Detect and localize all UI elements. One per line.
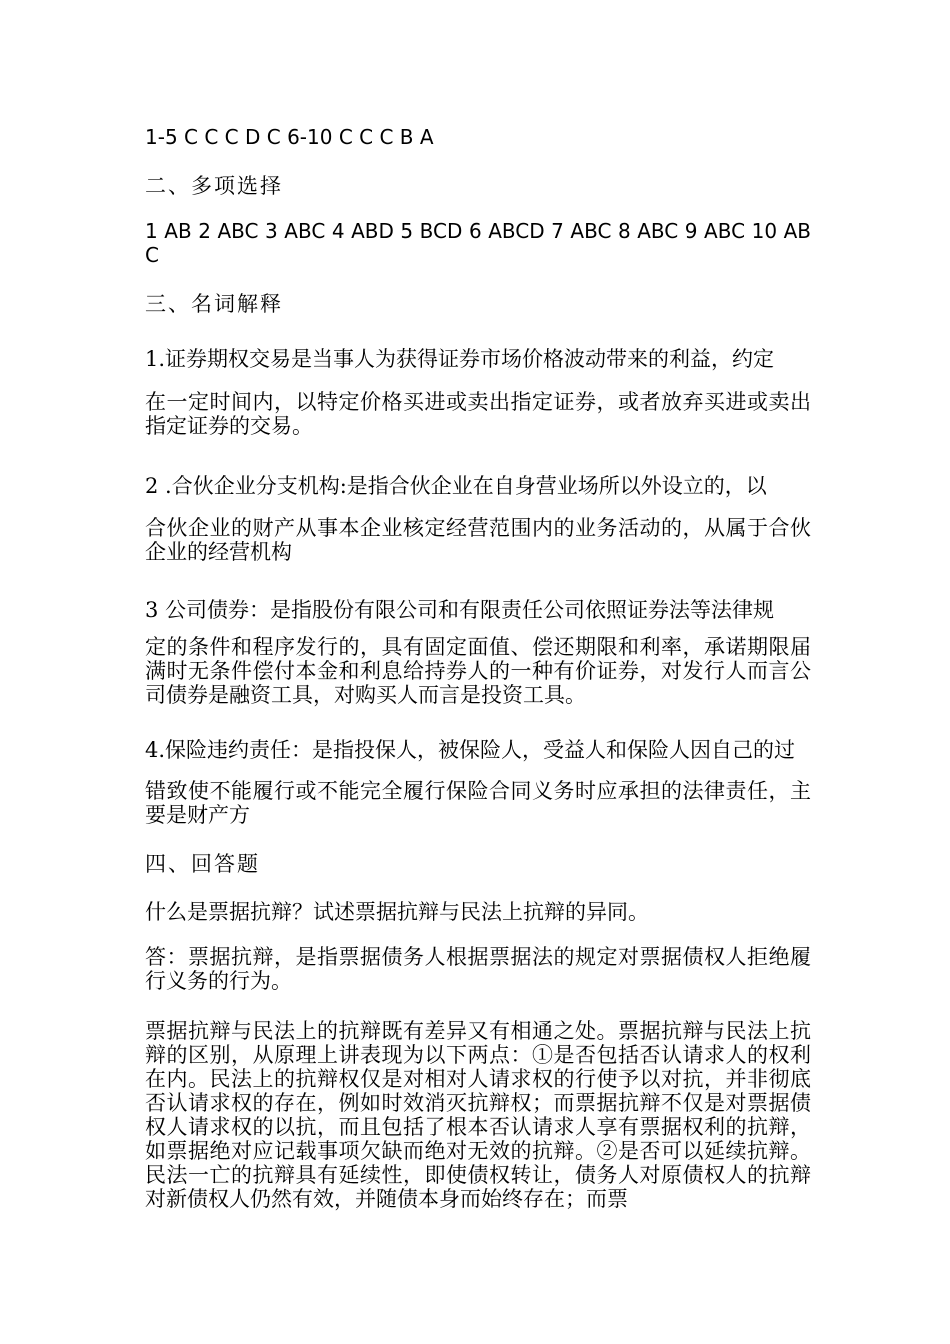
term2-first-line: 2 .合伙企业分支机构:是指合伙企业在自身营业场所以外设立的，以 — [145, 474, 767, 498]
term4-continuation: 错致使不能履行或不能完全履行保险合同义务时应承担的法律责任，主要是财产方 — [145, 779, 811, 827]
answer-paragraph-1: 答：票据抗辩，是指票据债务人根据票据法的规定对票据债权人拒绝履行义务的行为。 — [145, 945, 811, 993]
term1-first-line: 1.证券期权交易是当事人为获得证券市场价格波动带来的利益，约定 — [145, 347, 775, 371]
section-heading-term-definitions: 三、名词解释 — [145, 292, 283, 316]
section-heading-multiple-choice: 二、多项选择 — [145, 174, 283, 198]
term3-first-line: 3 公司债券：是指股份有限公司和有限责任公司依照证券法等法律规 — [145, 598, 775, 622]
multiple-choice-answers: 1 AB 2 ABC 3 ABC 4 ABD 5 BCD 6 ABCD 7 ABC 8 ABC 9 ABC 10 ABC — [145, 219, 811, 267]
question-text: 什么是票据抗辩？试述票据抗辩与民法上抗辩的异同。 — [145, 900, 649, 924]
term2-continuation: 合伙企业的财产从事本企业核定经营范围内的业务活动的，从属于合伙企业的经营机构 — [145, 516, 811, 564]
term4-first-line: 4.保险违约责任：是指投保人，被保险人，受益人和保险人因自己的过 — [145, 738, 796, 762]
single-choice-answers: 1-5 C C C D C 6-10 C C C B A — [145, 125, 434, 149]
term1-continuation: 在一定时间内，以特定价格买进或卖出指定证券，或者放弃买进或卖出指定证券的交易。 — [145, 390, 811, 438]
answer-paragraph-2: 票据抗辩与民法上的抗辩既有差异又有相通之处。票据抗辩与民法上抗辩的区别，从原理上讲表现为以下两点：①是否包括否认请求人的权利在内。民法上的抗辩权仅是对相对人请求权的行使予以对抗，并非彻底否认请求权的存在，例如时效消灭抗辩权；而票据抗辩不仅是对票据债权人请求权的以抗，而且包括了根本否认请求人享有票据权利的抗辩，如票据绝对应记载事项欠缺而绝对无效的抗辩。②是否可以延续抗辩。民法一亡的抗辩具有延续性，即使债权转让，债务人对原债权人的抗辩对新债权人仍然有效，并随债本身而始终存在；而票 — [145, 1019, 811, 1211]
section-heading-answer-questions: 四、回答题 — [145, 852, 260, 876]
term3-continuation: 定的条件和程序发行的，具有固定面值、偿还期限和利率，承诺期限届满时无条件偿付本金和利息给持券人的一种有价证券，对发行人而言公司债券是融资工具，对购买人而言是投资工具。 — [145, 635, 811, 707]
